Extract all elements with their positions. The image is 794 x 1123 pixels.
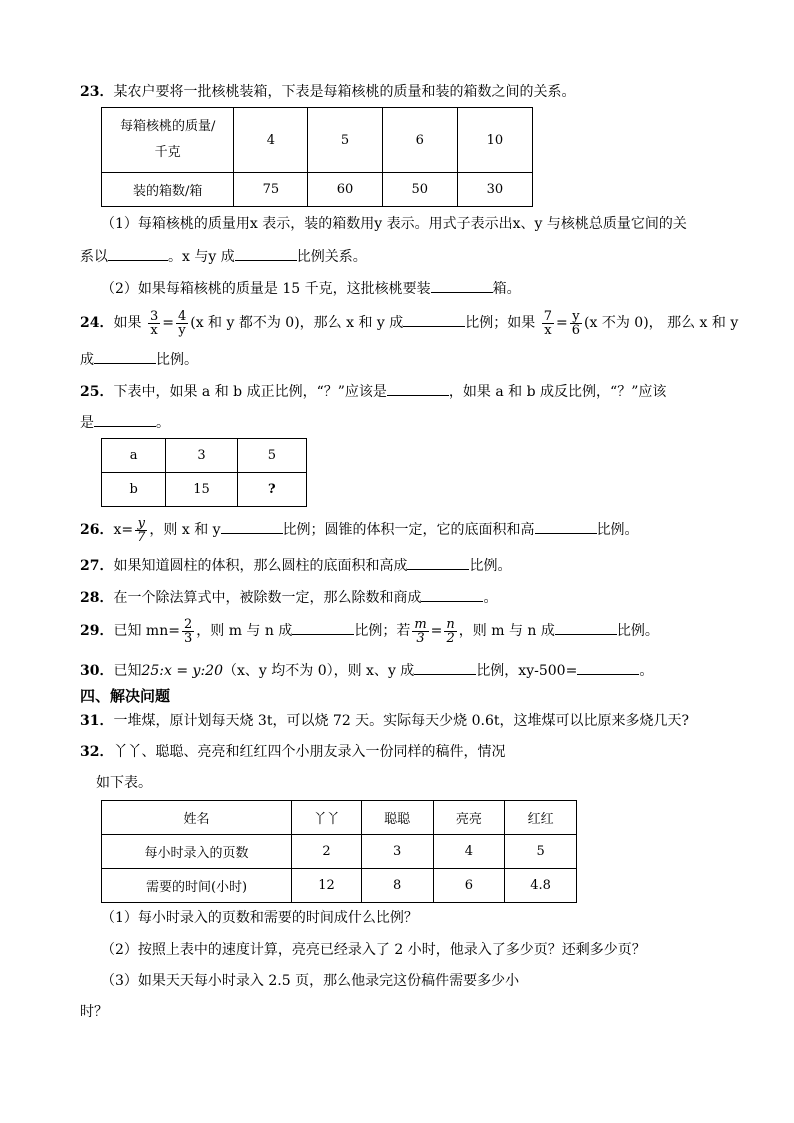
table-cell: 15	[166, 473, 237, 507]
answer-blank[interactable]	[577, 660, 639, 675]
denominator: 2	[446, 630, 455, 646]
question-number: 31．	[80, 713, 114, 729]
text: 比例；若	[354, 623, 411, 639]
denominator: 3	[183, 630, 193, 646]
question-number: 32．	[80, 744, 114, 760]
table-cell: 5	[237, 439, 306, 473]
numerator: 7	[543, 308, 553, 324]
ab-table	[101, 438, 307, 507]
text: 比例。	[469, 558, 512, 574]
q23-part1-line1: （1）每箱核桃的质量用x 表示，装的箱数用y 表示。用式子表示出x、y 与核桃总质量它间的关	[101, 216, 687, 232]
question-number: 27．	[80, 558, 114, 574]
fraction	[412, 618, 428, 645]
denominator: x	[150, 322, 158, 338]
question-number: 24．	[80, 315, 114, 331]
question-25	[80, 381, 666, 402]
fraction	[148, 310, 160, 337]
q23-part1-line2	[80, 246, 367, 267]
fraction	[444, 618, 456, 645]
answer-blank[interactable]	[431, 278, 493, 293]
answer-blank[interactable]	[535, 519, 597, 534]
answer-blank[interactable]	[292, 620, 354, 635]
question-number: 23．	[80, 84, 114, 100]
text: ，则 m 与 n 成	[458, 623, 555, 639]
text: (x 不为 0)， 那么 x 和 y	[584, 315, 739, 331]
text: ，则 m 与 n 成	[196, 623, 293, 639]
section-heading: 四、解决问题	[80, 687, 171, 705]
question-text: 某农户要将一批核桃装箱，下表是每箱核桃的质量和装的箱数之间的关系。	[113, 84, 576, 100]
q32-part3-line2: 时？	[80, 1004, 108, 1020]
text: 在一个除法算式中，被除数一定，那么除数和商成	[113, 590, 422, 606]
text: 比例。	[616, 623, 659, 639]
text: （2）如果每箱核桃的质量是 15 千克，这批核桃要装	[101, 281, 431, 297]
table-cell: 4	[433, 835, 505, 869]
question-26	[80, 513, 639, 547]
table-cell: 6	[382, 108, 457, 173]
cell-text: 每箱核桃的质量/	[119, 119, 216, 134]
table-cell: 每小时录入的页数	[102, 835, 292, 869]
table-cell: 50	[382, 173, 457, 207]
table-cell: ?	[237, 473, 306, 507]
text: 系以	[80, 249, 108, 265]
table-header-cell: 姓名	[102, 801, 292, 835]
text: 成	[80, 352, 94, 368]
question-text: 丫丫、聪聪、亮亮和红红四个小朋友录入一份同样的稿件，情况	[113, 744, 506, 760]
table-cell: b	[102, 473, 166, 507]
table-cell: 10	[457, 108, 532, 173]
denominator: 3	[416, 630, 425, 646]
question-31	[80, 711, 689, 731]
answer-blank[interactable]	[94, 412, 156, 427]
table-cell: 3	[361, 835, 433, 869]
text: 已知 mn=	[113, 623, 180, 639]
table-cell: 30	[457, 173, 532, 207]
question-30	[80, 660, 653, 681]
question-24-line2	[80, 349, 198, 370]
denominator: y	[178, 322, 186, 338]
text: 是	[80, 415, 94, 431]
denominator: x	[544, 322, 552, 338]
text: 。	[639, 663, 654, 679]
fraction	[182, 618, 194, 645]
table-header-cell: 丫丫	[292, 801, 362, 835]
answer-blank[interactable]	[414, 660, 476, 675]
question-23	[80, 82, 575, 102]
table-cell: 3	[166, 439, 237, 473]
text: 比例。	[596, 522, 639, 538]
question-24: 24．如果 $\frac{3}{x}$ = $\frac{4}{y}$ (x 和 y 都不为 0)，那么 x 和 y 成 比例；如果 $\frac{7}{x}$ = $\frac{y}{6}$ (x 不为 0)， 那么 x 和 y	[80, 308, 739, 338]
table-cell: 8	[361, 869, 433, 903]
question-number: 26．	[80, 522, 114, 538]
text: 如果知道圆柱的体积，那么圆柱的底面积和高成	[113, 558, 408, 574]
text: 如果	[113, 315, 142, 331]
question-number: 29．	[80, 623, 114, 639]
question-number: 28．	[80, 590, 114, 606]
q32-part1: （1）每小时录入的页数和需要的时间成什么比例？	[101, 910, 418, 926]
question-27	[80, 555, 511, 576]
q32-part3: （3）如果天天每小时录入 2.5 页，那么他录完这份稿件需要多少小	[101, 973, 520, 989]
text: 下表中，如果 a 和 b 成正比例，“？”应该是	[113, 384, 387, 400]
numerator: y	[135, 517, 147, 531]
question-32	[80, 742, 505, 762]
question-number: 30．	[80, 663, 114, 679]
table-row	[102, 869, 577, 903]
table-row	[102, 835, 577, 869]
table-cell: 4.8	[505, 869, 577, 903]
math-expression: 25:x = y:20	[141, 663, 223, 679]
answer-blank[interactable]	[235, 246, 297, 261]
text: 。	[156, 415, 170, 431]
fraction	[176, 310, 188, 337]
text: 。x 与y 成	[168, 249, 235, 265]
denominator: 7	[137, 529, 146, 545]
text: ，如果 a 和 b 成反比例，“？”应该	[448, 384, 667, 400]
numerator: 4	[177, 308, 187, 324]
answer-blank[interactable]	[407, 555, 469, 570]
answer-blank[interactable]	[421, 587, 483, 602]
table-cell: 5	[505, 835, 577, 869]
text: 箱。	[492, 281, 521, 297]
question-28	[80, 587, 497, 608]
question-32-line2: 如下表。	[96, 775, 152, 791]
table-cell: 5	[308, 108, 382, 173]
fraction	[542, 310, 554, 337]
denominator: 6	[571, 322, 581, 338]
text: （x、y 均不为 0），则 x、y 成	[222, 663, 415, 679]
table-cell: a	[102, 439, 166, 473]
answer-blank[interactable]	[108, 246, 168, 261]
table-cell: 2	[292, 835, 362, 869]
fraction	[570, 310, 582, 337]
table-cell: 60	[308, 173, 382, 207]
text: 比例。	[156, 352, 198, 368]
numerator: 2	[183, 616, 193, 632]
question-25-line2	[80, 412, 170, 433]
table-cell: 需要的时间(小时)	[102, 869, 292, 903]
text: 比例关系。	[296, 249, 367, 265]
table-header-cell: 红红	[505, 801, 577, 835]
numerator: n	[446, 616, 455, 632]
table-cell: 75	[234, 173, 308, 207]
answer-blank[interactable]	[387, 381, 449, 396]
text: 比例，xy-500=	[476, 663, 578, 679]
q32-part2: （2）按照上表中的速度计算，亮亮已经录入了 2 小时，他录入了多少页？还剩多少页？	[101, 942, 646, 958]
table-cell: 12	[292, 869, 362, 903]
answer-blank[interactable]	[555, 620, 617, 635]
table-row-header: 装的箱数/箱	[102, 173, 234, 207]
table-cell: 6	[433, 869, 505, 903]
table-header-cell: 亮亮	[433, 801, 505, 835]
text: ，则 x 和 y	[149, 522, 221, 538]
question-29: 29．已知 mn= $\frac{2}{3}$ ，则 m 与 n 成 比例；若 $\frac{m}{3}$ = $\frac{n}{2}$ ，则 m 与 n 成 比例。	[80, 616, 659, 646]
text: 。	[483, 590, 498, 606]
text: 比例；如果	[465, 315, 536, 331]
text: x=	[113, 522, 134, 538]
answer-blank[interactable]	[403, 312, 465, 327]
numerator: 3	[149, 308, 159, 324]
question-number: 25．	[80, 384, 114, 400]
text: 已知	[113, 663, 142, 679]
fraction	[135, 517, 147, 544]
text: (x 和 y 都不为 0)，那么 x 和 y 成	[190, 315, 404, 331]
table-cell: 4	[234, 108, 308, 173]
table-header-cell: 聪聪	[361, 801, 433, 835]
answer-blank[interactable]	[94, 349, 156, 364]
question-text: 一堆煤，原计划每天烧 3t，可以烧 72 天。实际每天少烧 0.6t，这堆煤可以比原来多烧几天?	[113, 713, 690, 729]
numerator: y	[570, 310, 582, 324]
q23-part2	[101, 278, 521, 299]
numerator: m	[414, 616, 427, 632]
walnut-table	[101, 107, 533, 207]
answer-blank[interactable]	[221, 519, 283, 534]
text: 比例；圆锥的体积一定，它的底面积和高	[282, 522, 535, 538]
cell-text: 千克	[154, 145, 181, 160]
table-row-header	[102, 108, 234, 173]
typing-table	[101, 800, 577, 903]
